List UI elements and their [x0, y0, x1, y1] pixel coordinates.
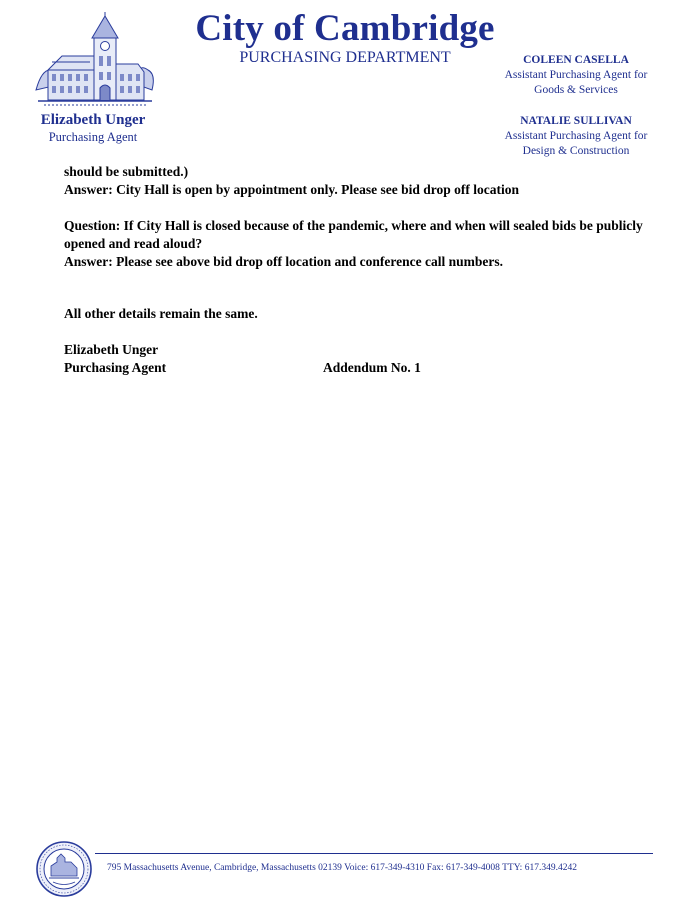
signature-title-row [64, 359, 654, 377]
addendum-number: Addendum No. 1 [323, 360, 421, 375]
city-seal [35, 840, 93, 898]
city-name: City of Cambridge [195, 8, 495, 49]
assistant-title-line1: Assistant Purchasing Agent for [504, 69, 648, 81]
department-name: PURCHASING DEPARTMENT [239, 49, 451, 66]
assistant-name: NATALIE SULLIVAN [520, 115, 632, 127]
purchasing-agent-name: Elizabeth Unger [40, 112, 146, 128]
closing-statement: All other details remain the same. [64, 306, 258, 321]
city-hall-logo [34, 12, 156, 110]
assistant-title-line2: Goods & Services [534, 84, 618, 96]
answer-1: Answer: City Hall is open by appointment only. Please see bid drop off location [64, 182, 520, 197]
assistant-title-line2: Design & Construction [522, 145, 630, 157]
letterhead-title [170, 8, 520, 67]
document-body [64, 163, 654, 377]
body-continuation: should be submitted.) [64, 164, 189, 179]
answer-2: Answer: Please see above bid drop off location and conference call numbers. [64, 254, 503, 269]
footer-divider [95, 853, 653, 854]
assistant-agent-2 [490, 113, 662, 159]
signature-title: Purchasing Agent [64, 360, 167, 375]
purchasing-agent-header [20, 111, 166, 145]
purchasing-agent-title: Purchasing Agent [48, 130, 138, 144]
footer-address: 795 Massachusetts Avenue, Cambridge, Massachusetts 02139 Voice: 617-349-4310 Fax: 617-349-4008 TTY: 617.349.4242 [107, 863, 577, 873]
assistant-name: COLEEN CASELLA [523, 54, 629, 66]
assistant-agent-1 [490, 52, 662, 98]
question-2: Question: If City Hall is closed because of the pandemic, where and when will sealed bids be publicly opened and read aloud? [64, 218, 643, 251]
assistant-title-line1: Assistant Purchasing Agent for [504, 130, 648, 142]
signature-name: Elizabeth Unger [64, 342, 159, 357]
